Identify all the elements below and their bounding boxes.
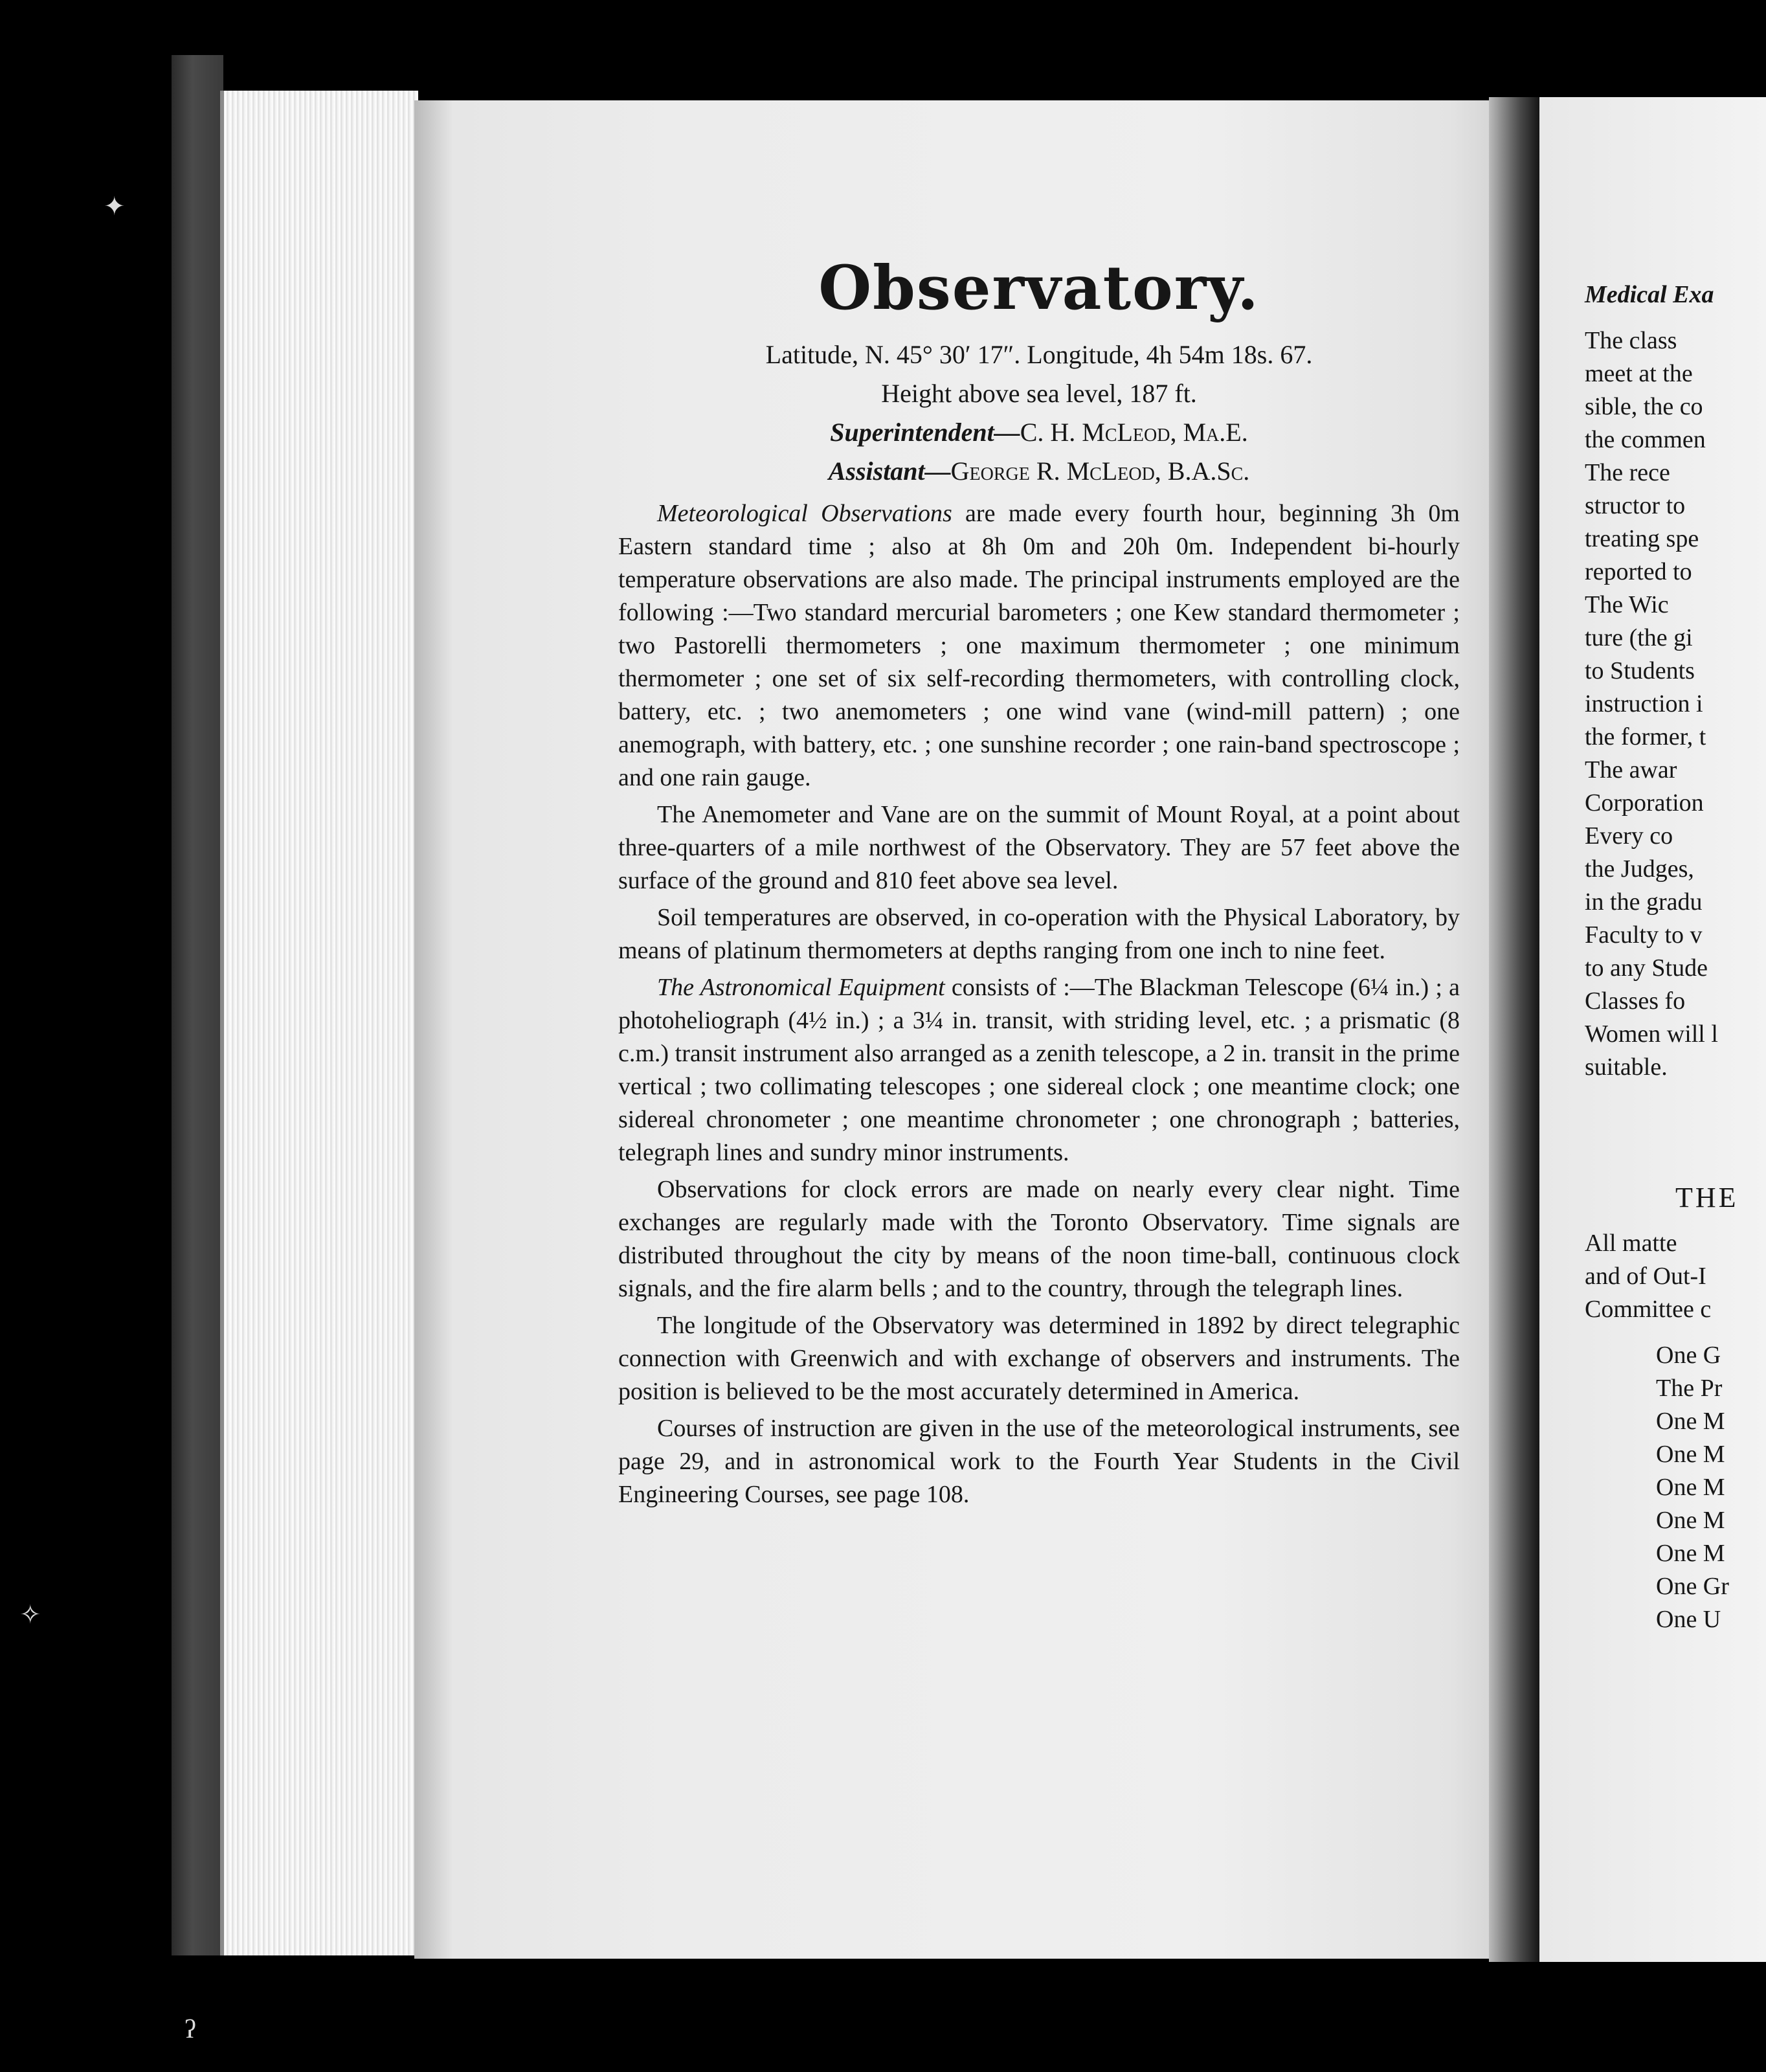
right-page-text bbox=[1585, 278, 1766, 1636]
right-page-line: Women will l bbox=[1585, 1020, 1718, 1048]
page-title: Observatory. bbox=[818, 253, 1260, 324]
right-page-list-item: One M bbox=[1656, 1441, 1725, 1468]
right-page-line: sible, the co bbox=[1585, 393, 1703, 420]
right-page-line: meet at the bbox=[1585, 360, 1693, 387]
right-page-line: to any Stude bbox=[1585, 954, 1708, 982]
paragraph-anemometer: The Anemometer and Vane are on the summit of Mount Royal, at a point about three-quarters of a mile northwest of the Observatory. They are 57 feet above the surface of the ground and 810 feet above sea level. bbox=[618, 801, 1460, 894]
right-page-section-heading: THE bbox=[1675, 1182, 1739, 1213]
right-page-line: ture (the gi bbox=[1585, 624, 1693, 651]
right-page-list-item: The Pr bbox=[1656, 1375, 1723, 1402]
page-edges bbox=[220, 91, 418, 1955]
book-gutter bbox=[1489, 97, 1541, 1962]
right-page-line: Faculty to v bbox=[1585, 921, 1703, 949]
superintendent-role: Superintendent— bbox=[830, 418, 1020, 447]
right-page-block-2 bbox=[1585, 1227, 1766, 1326]
right-page-line: structor to bbox=[1585, 492, 1686, 519]
paragraph-soil: Soil temperatures are observed, in co-operation with the Physical Laboratory, by means of platinum thermometers at depths ranging from one inch to nine feet. bbox=[618, 904, 1460, 964]
right-page-line: the commen bbox=[1585, 426, 1706, 453]
latitude-line: Latitude, N. 45° 30′ 17″. Longitude, 4h 54m 18s. 67. bbox=[765, 340, 1313, 369]
right-page-line: suitable. bbox=[1585, 1053, 1668, 1081]
right-page-heading: Medical Exa bbox=[1585, 281, 1714, 308]
page-content bbox=[618, 253, 1460, 1511]
right-page-list-item: One M bbox=[1656, 1408, 1725, 1435]
assistant-line bbox=[618, 452, 1460, 491]
meteorological-text: are made every fourth hour, beginning 3h 0m Eastern standard time ; also at 8h 0m and 20h 0m. Independent bi-hourly temperature observations are also made. The principal instruments employed are the following :—Two standard mercurial barometers ; one Kew standard thermometer ; two Pastorelli thermometers ; one maximum thermometer ; one minimum thermometer ; one set of six self-recording thermometers, with controlling clock, battery, etc. ; two anemometers ; one wind vane (wind-mill pattern) ; one anemograph, with battery, etc. ; one sunshine recorder ; one rain-band spectroscope ; and one rain gauge. bbox=[618, 500, 1460, 791]
scan-mark: ʔ bbox=[184, 2014, 196, 2044]
right-page-list-item: One G bbox=[1656, 1342, 1721, 1369]
right-page-line: to Students bbox=[1585, 657, 1695, 684]
right-page-block-1 bbox=[1585, 324, 1766, 1084]
right-page-line: treating spe bbox=[1585, 525, 1699, 552]
right-page-list-item: One M bbox=[1656, 1540, 1725, 1567]
right-page-list-item: One U bbox=[1656, 1606, 1721, 1633]
right-page-line: the former, t bbox=[1585, 723, 1706, 750]
paragraph-courses: Courses of instruction are given in the use of the meteorological instruments, see page 29, and in astronomical work to the Fourth Year Students in the Civil Engineering Courses, see page 108. bbox=[618, 1415, 1460, 1508]
right-page-list-item: One Gr bbox=[1656, 1573, 1729, 1600]
assistant-role: Assistant— bbox=[828, 456, 951, 486]
right-page-line: Every co bbox=[1585, 822, 1673, 850]
scan-mark: ✦ bbox=[104, 192, 126, 221]
astronomical-lead: The Astronomical Equipment bbox=[657, 974, 945, 1001]
book-spine bbox=[172, 55, 223, 1955]
assistant-name: George R. McLeod, B.A.Sc. bbox=[950, 456, 1250, 486]
right-page-line: The Wic bbox=[1585, 591, 1669, 618]
scan-mark: ✧ bbox=[19, 1600, 41, 1629]
right-page-line: and of Out-I bbox=[1585, 1263, 1706, 1290]
paragraph-longitude: The longitude of the Observatory was determined in 1892 by direct telegraphic connection with Greenwich and with exchange of observers and instruments. The position is believed to be the most accurately determined in America. bbox=[618, 1312, 1460, 1405]
right-page-line: Committee c bbox=[1585, 1296, 1712, 1323]
right-page-line: The rece bbox=[1585, 459, 1670, 486]
meteorological-lead: Meteorological Observations bbox=[657, 500, 952, 527]
right-page-line: the Judges, bbox=[1585, 855, 1694, 883]
right-page-line: in the gradu bbox=[1585, 888, 1703, 916]
superintendent-line bbox=[618, 413, 1460, 452]
paragraph-clock-errors: Observations for clock errors are made on nearly every clear night. Time exchanges are regularly made with the Toronto Observatory. Time signals are distributed throughout the city by means of the noon time-ball, continuous clock signals, and the fire alarm bells ; and to the country, through the telegraph lines. bbox=[618, 1176, 1460, 1302]
right-page-line: instruction i bbox=[1585, 690, 1703, 717]
right-page bbox=[1539, 97, 1766, 1962]
right-page-line: Classes fo bbox=[1585, 987, 1686, 1015]
paragraph-meteorological bbox=[618, 497, 1460, 794]
superintendent-name: C. H. McLeod, Ma.E. bbox=[1020, 418, 1248, 447]
right-page-list-item: One M bbox=[1656, 1507, 1725, 1534]
right-page-line: reported to bbox=[1585, 558, 1692, 585]
right-page-line: Corporation bbox=[1585, 789, 1704, 816]
right-page-list-item: One M bbox=[1656, 1474, 1725, 1501]
right-page-line: The awar bbox=[1585, 756, 1677, 783]
right-page-line: The class bbox=[1585, 327, 1677, 354]
right-page-list bbox=[1585, 1339, 1766, 1636]
paragraph-astronomical bbox=[618, 971, 1460, 1169]
astronomical-text: consists of :—The Blackman Telescope (6¼ in.) ; a photoheliograph (4½ in.) ; a 3¼ in. transit, with striding level, etc. ; a prismatic (8 c.m.) transit instrument also arranged as a zenith telescope, a 2 in. transit in the prime vertical ; two collimating telescopes ; one sidereal clock ; one meantime clock; one sidereal chronometer ; one meantime chronometer ; one chronograph ; batteries, telegraph lines and sundry minor instruments. bbox=[618, 974, 1460, 1166]
right-page-line: All matte bbox=[1585, 1230, 1677, 1257]
height-line: Height above sea level, 187 ft. bbox=[881, 379, 1197, 408]
